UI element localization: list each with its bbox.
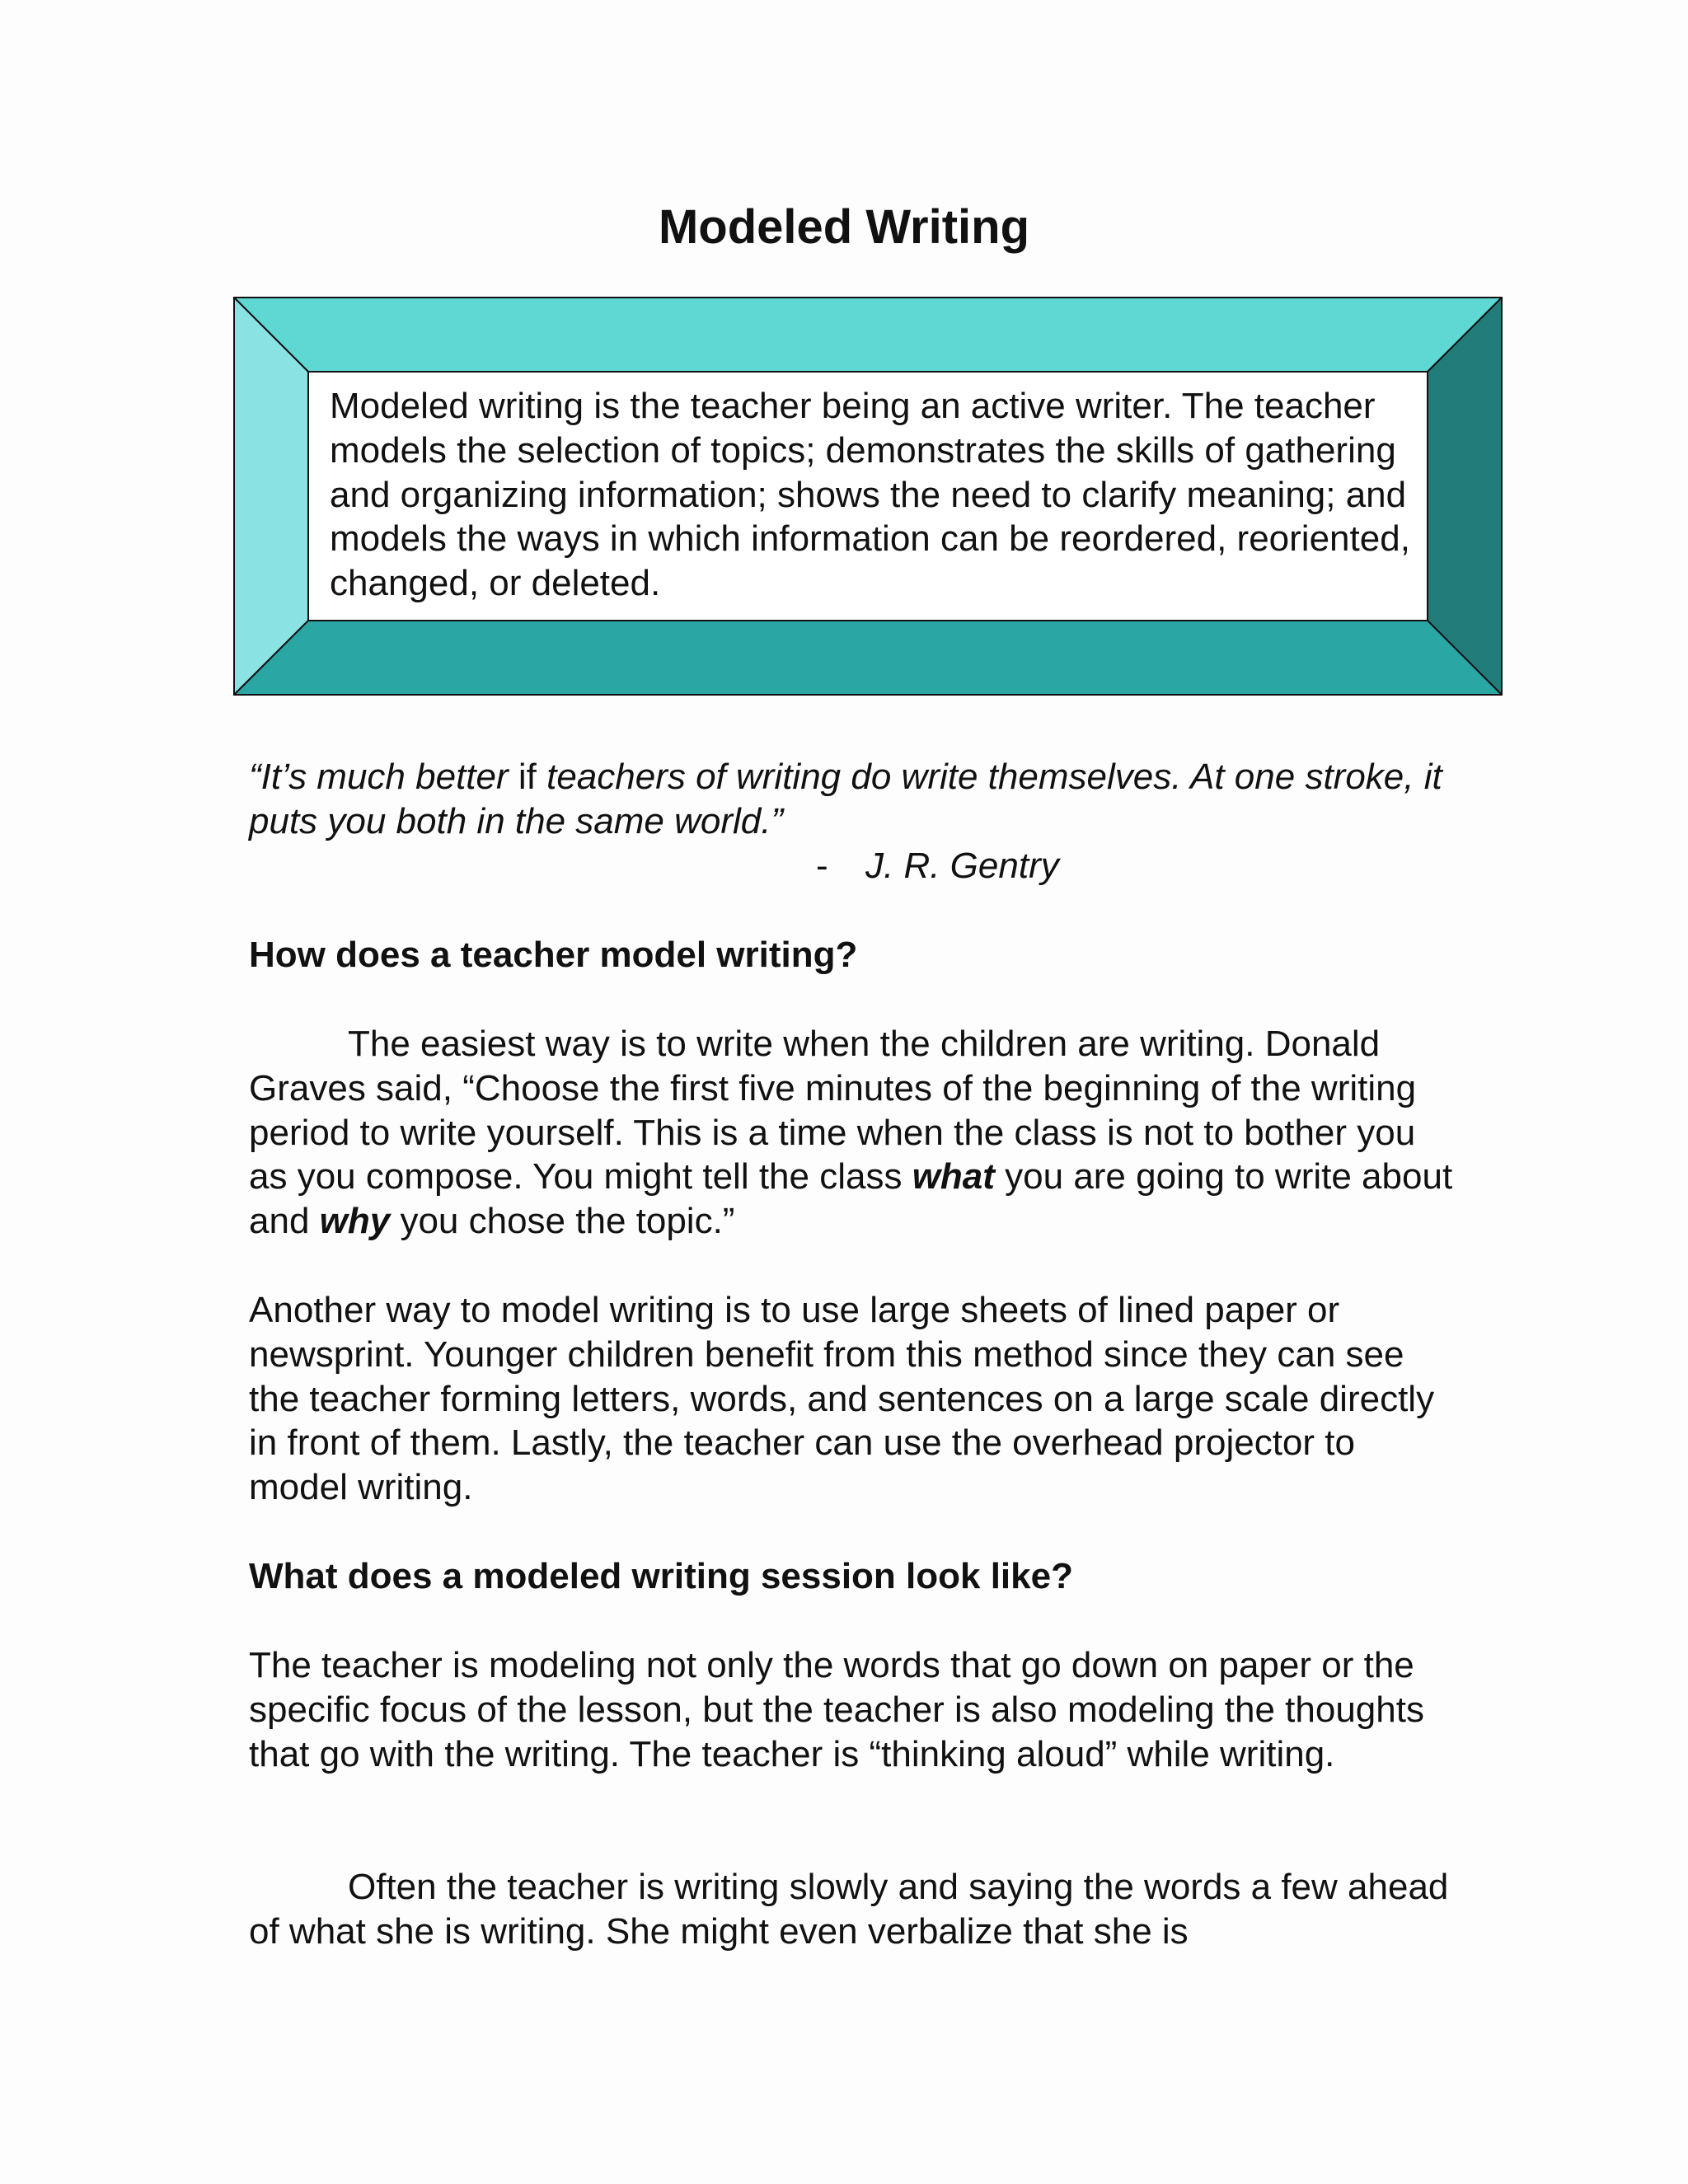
paragraph-large-sheets: Another way to model writing is to use large sheets of lined paper or newsprint. Younger children benefit from this method since they can see the teacher forming letters, words, and sentences on a large scale directly in front of them. Lastly, the teacher can use the overhead projector to model writing. xyxy=(249,1290,1435,1508)
quote-attribution xyxy=(816,844,1059,888)
paragraph-thinking-aloud: The teacher is modeling not only the words that go down on paper or the specific focus of the lesson, but the teacher is also modeling the thoughts that go with the writing. The teacher is “thinking aloud” while writing. xyxy=(249,1645,1424,1774)
graves-emphasis-why: why xyxy=(319,1201,391,1242)
quote-part-1: “It’s much better xyxy=(249,757,518,797)
callout-text: Modeled writing is the teacher being an active writer. The teacher models the selection of topics; demonstrates the skills of gathering and organizing information; shows the need to clarify meaning; and models the ways in which information can be reordered, reoriented, changed, or deleted. xyxy=(330,386,1410,604)
page-title: Modeled Writing xyxy=(658,200,1029,254)
graves-emphasis-what: what xyxy=(912,1156,995,1197)
writing-slowly-text: Often the teacher is writing slowly and saying the words a few ahead of what she is writing. She might even verbalize that she is xyxy=(249,1867,1449,1952)
paragraph-graves xyxy=(249,1022,1461,1244)
graves-text-a: The easiest way is to write when the children are writing. Donald Graves said, “Choose the first five minutes of the beginning of the writing period to write yourself. This is a time when the class is not to bother you as you compose. You might tell the class xyxy=(249,1024,1417,1197)
section-heading-how: How does a teacher model writing? xyxy=(249,935,858,975)
bevel-bottom-face xyxy=(234,621,1502,695)
quote-part-2: if xyxy=(518,757,537,797)
quote-part-3: teachers of writing do write themselves. At one stroke, it puts you both in the same world.” xyxy=(249,757,1442,841)
quote-text xyxy=(249,755,1461,844)
attribution-dash: - xyxy=(816,846,828,886)
graves-text-b: you are going to write about and xyxy=(249,1156,1453,1242)
graves-text-c: you chose the topic.” xyxy=(390,1201,735,1242)
attribution-author: J. R. Gentry xyxy=(865,846,1059,886)
bevel-top-face xyxy=(234,298,1502,372)
paragraph-writing-slowly xyxy=(249,1865,1461,1954)
section-heading-what: What does a modeled writing session look like? xyxy=(249,1556,1073,1596)
